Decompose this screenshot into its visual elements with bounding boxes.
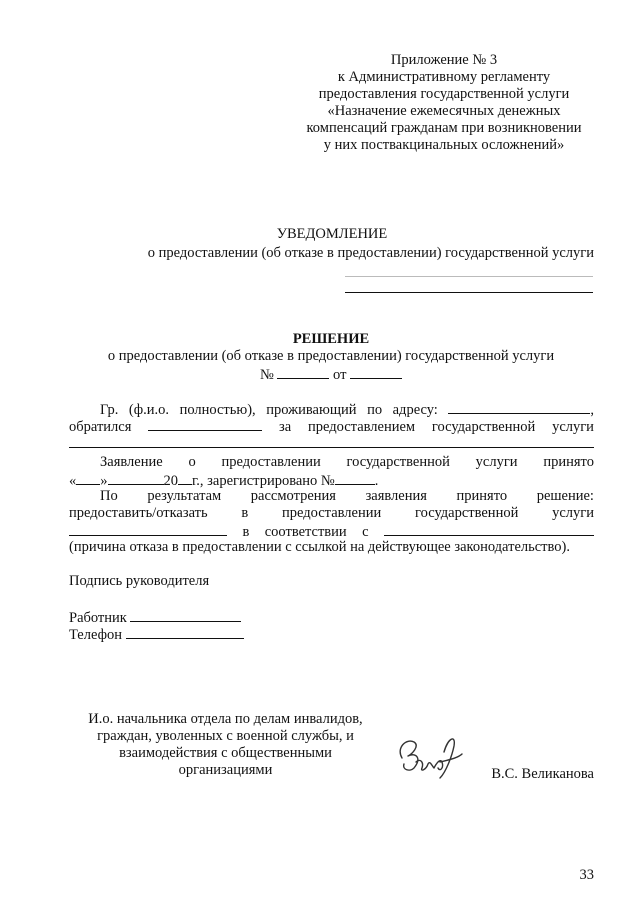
word: предоставить/отказать xyxy=(69,505,208,521)
body-line-3 xyxy=(100,454,594,471)
decision-number-line xyxy=(0,365,640,384)
phone-label: Телефон xyxy=(69,627,122,643)
worker-label: Работник xyxy=(69,610,127,626)
word: решение: xyxy=(536,488,594,504)
year-field[interactable] xyxy=(178,471,192,485)
handwritten-signature xyxy=(390,728,468,784)
signature-label: Подпись руководителя xyxy=(69,573,210,589)
word: (ф.и.о. xyxy=(128,402,170,418)
notice-blank-line-2[interactable] xyxy=(345,292,593,293)
page-number: 33 xyxy=(579,867,594,883)
word: Гр. xyxy=(100,402,119,418)
body-line-2 xyxy=(69,417,594,436)
word: услуги xyxy=(552,505,594,521)
notice-blank-line-1[interactable] xyxy=(345,276,593,277)
body-line-5 xyxy=(100,488,594,505)
official-title xyxy=(68,711,383,779)
appendix-line: компенсаций гражданам при возникновении xyxy=(306,120,582,136)
appendix-line: предоставления государственной услуги xyxy=(318,86,570,102)
word: результатам xyxy=(147,488,222,504)
from-label: от xyxy=(333,367,347,383)
service-field[interactable] xyxy=(69,522,227,536)
appendix-line: «Назначение ежемесячных денежных xyxy=(327,103,561,119)
day-field[interactable] xyxy=(76,471,100,485)
official-title-line: взаимодействия с общественными xyxy=(119,745,332,761)
period: . xyxy=(374,473,379,489)
word: с xyxy=(362,524,369,540)
close-quote: » xyxy=(100,473,108,489)
word: предоставлении xyxy=(282,505,382,521)
refusal-reason-note: (причина отказа в предоставлении с ссылкой на действующее законодательство). xyxy=(69,539,570,555)
service-name-field[interactable] xyxy=(69,447,594,448)
notice-title: УВЕДОМЛЕНИЕ xyxy=(276,226,388,242)
decision-subtitle: о предоставлении (об отказе в предоставлении) государственной услуги xyxy=(107,348,555,364)
word: проживающий xyxy=(266,402,357,418)
phone-row xyxy=(69,625,244,644)
registration-number-field[interactable] xyxy=(335,471,375,485)
word: обратился xyxy=(69,419,132,435)
official-title-line: И.о. начальника отдела по делам инвалидов, xyxy=(88,711,363,727)
applicant-field[interactable] xyxy=(148,417,262,431)
word: услуги xyxy=(552,419,594,435)
word: в xyxy=(241,505,249,521)
worker-field[interactable] xyxy=(130,608,241,622)
appendix-line: Приложение № 3 xyxy=(390,52,498,68)
open-quote: « xyxy=(69,473,77,489)
word: в xyxy=(242,524,250,540)
word: предоставлением xyxy=(308,419,416,435)
legal-basis-field[interactable] xyxy=(384,522,594,536)
word: Заявление xyxy=(100,454,163,470)
word: по xyxy=(367,402,383,418)
word: соответствии xyxy=(264,524,347,540)
decision-date-field[interactable] xyxy=(350,365,402,379)
body-line-6 xyxy=(69,505,594,522)
word: адресу: xyxy=(392,402,438,418)
phone-field[interactable] xyxy=(126,625,244,639)
word: принято xyxy=(456,488,508,504)
word: предоставлении xyxy=(221,454,321,470)
word: государственной xyxy=(346,454,450,470)
address-field[interactable] xyxy=(448,400,590,414)
notice-subtitle: о предоставлении (об отказе в предоставлении) государственной услуги xyxy=(147,245,594,261)
year-prefix: 20 xyxy=(163,473,178,489)
appendix-line: к Административному регламенту xyxy=(337,69,551,85)
word: полностью), xyxy=(179,402,256,418)
word: государственной xyxy=(431,419,536,435)
official-name: В.С. Великанова xyxy=(491,766,594,782)
word: услуги xyxy=(475,454,518,470)
appendix-line: у них поствакцинальных осложнений» xyxy=(323,137,565,153)
word: за xyxy=(279,419,292,435)
word: государственной xyxy=(415,505,519,521)
word: заявления xyxy=(365,488,427,504)
appendix-header xyxy=(294,52,594,154)
word: По xyxy=(100,488,118,504)
decision-number-field[interactable] xyxy=(277,365,329,379)
month-field[interactable] xyxy=(108,471,164,485)
word: рассмотрения xyxy=(250,488,336,504)
number-label: № xyxy=(259,367,274,383)
word: о xyxy=(188,454,196,470)
registered-text: г., зарегистрировано № xyxy=(192,473,335,489)
official-title-line: граждан, уволенных с военной службы, и xyxy=(97,728,354,744)
official-title-line: организациями xyxy=(178,762,273,778)
comma: , xyxy=(590,402,594,418)
decision-title: РЕШЕНИЕ xyxy=(292,331,370,347)
word: принято xyxy=(543,454,594,470)
